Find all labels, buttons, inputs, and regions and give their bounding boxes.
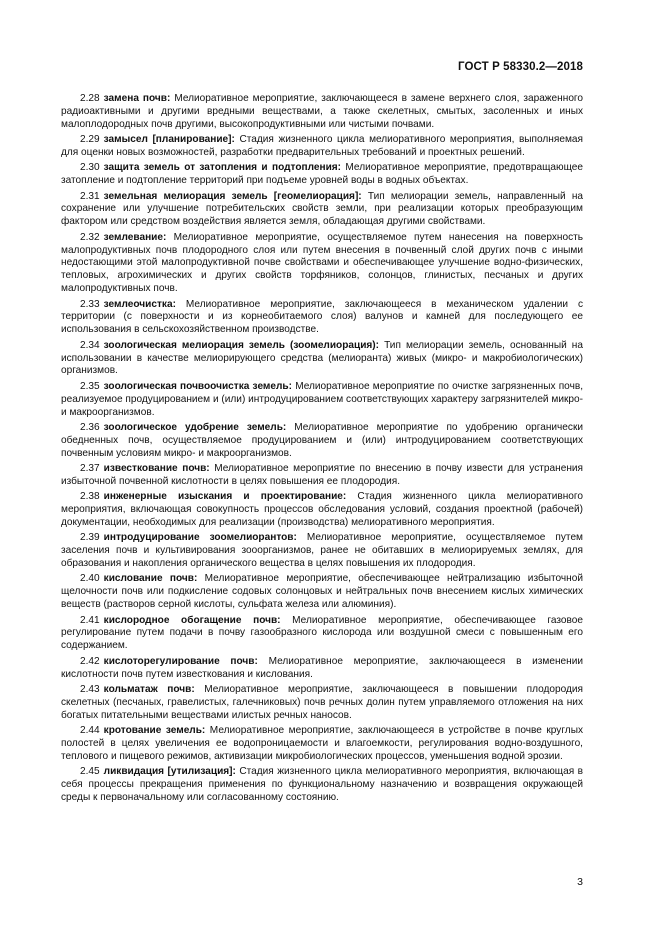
entry-definition: Стадия жизненного цикла мелиоративного мероприятия, включающая совокупность процессов обследования условий, создания проектной (рабочей) документации, необходимых для реализации (производства) мелиоративного мероприятия. xyxy=(61,491,583,528)
entry-definition: Тип мелиорации земель, направленный на сохранение или улучшение потребительских свойств земли, при реализации которых преобразующим фактором или средством воздействия является земля, обладающая другими свойствами. xyxy=(61,190,584,228)
definition-entry xyxy=(61,532,583,571)
document-code: ГОСТ Р 58330.2—2018 xyxy=(458,61,583,73)
entry-term: зоологическая почвоочистка земель: xyxy=(103,380,292,392)
entry-definition: Мелиоративное мероприятие, обеспечивающее нейтрализацию избыточной щелочности почв или подкисление содовых солонцовых и нейтральных почв внесением кислых химических веществ (растворов серной кислоты, сульфата железа или алюминия). xyxy=(61,573,583,611)
entry-term: зоологическая мелиорация земель (зоомелиорация): xyxy=(103,339,380,351)
entry-term: замысел [планирование]: xyxy=(103,134,235,146)
definition-entry xyxy=(61,684,583,723)
entry-number: 2.32 xyxy=(80,231,100,243)
definition-entry xyxy=(61,615,583,654)
entry-number: 2.33 xyxy=(80,298,100,310)
definition-entry xyxy=(61,340,583,379)
entry-term: инженерные изыскания и проектирование: xyxy=(103,491,347,503)
definition-entry xyxy=(61,93,583,132)
entry-term: защита земель от затопления и подтопления: xyxy=(103,162,342,174)
entry-number: 2.36 xyxy=(80,421,100,433)
definition-entry xyxy=(61,573,583,612)
entry-definition: Мелиоративное мероприятие, предотвращающее затопление и подтопление территорий при подъеме уровней воды в водных объектах. xyxy=(61,162,584,187)
entry-term: ликвидация [утилизация]: xyxy=(103,766,236,778)
entry-term: кротование земель: xyxy=(103,724,206,736)
entry-number: 2.30 xyxy=(80,162,100,174)
entry-number: 2.39 xyxy=(80,532,100,544)
definition-entry xyxy=(61,766,583,805)
definitions-list xyxy=(61,93,583,807)
entry-definition: Мелиоративное мероприятие, осуществляемое путем заселения почв и культивирования зооорганизмов, ранее не обитавших в мелиорируемых землях, для образования и накопления органического вещества в целях повышения их плодородия. xyxy=(61,532,583,570)
entry-number: 2.34 xyxy=(80,339,100,351)
entry-definition: Мелиоративное мероприятие, заключающееся в механическом удалении с территории (с поверхности и из корнеобитаемого слоя) валунов и камней для последующего ее использования в сельскохозяйственном производстве. xyxy=(61,298,584,336)
entry-definition: Мелиоративное мероприятие, обеспечивающее газовое регулирование путем подачи в почву газообразного кислорода или воздушной смеси с повышенным его содержанием. xyxy=(61,614,583,652)
entry-term: кольматаж почв: xyxy=(103,683,195,695)
definition-entry xyxy=(61,491,583,530)
entry-number: 2.43 xyxy=(80,683,100,695)
entry-term: землеочистка: xyxy=(103,298,176,310)
entry-number: 2.41 xyxy=(80,614,100,626)
entry-term: известкование почв: xyxy=(103,462,210,474)
entry-term: кислование почв: xyxy=(103,573,198,585)
entry-term: зоологическое удобрение земель: xyxy=(103,421,287,433)
entry-number: 2.37 xyxy=(80,462,100,474)
definition-entry xyxy=(61,134,583,160)
entry-term: кислоторегулирование почв: xyxy=(103,655,258,667)
entry-number: 2.40 xyxy=(80,573,100,585)
entry-definition: Мелиоративное мероприятие, заключающееся в повышении плодородия скелетных (песчаных, гравелистых, галечниковых) почв речных долин путем управляемого отложения на них богатых питательными веществами илистых речных наносов. xyxy=(61,683,584,721)
definition-entry xyxy=(61,422,583,461)
entry-number: 2.44 xyxy=(80,724,100,736)
entry-definition: Тип мелиорации земель, основанный на использовании в качестве мелиорирующего средства (мелиоранта) живых (микро- и макробиологических) организмов. xyxy=(61,339,583,377)
definition-entry xyxy=(61,381,583,420)
entry-number: 2.38 xyxy=(80,491,100,503)
entry-number: 2.31 xyxy=(80,190,100,202)
entry-definition: Мелиоративное мероприятие, заключающееся в замене верхнего слоя, зараженного радиоактивными и другими вредными веществами, а также скелетных, смытых, засоленных и иных малоплодородных почв другими, высокопродуктивными или чистыми почвами. xyxy=(61,93,584,130)
entry-term: землевание: xyxy=(103,231,167,243)
entry-term: земельная мелиорация земель [геомелиорация]: xyxy=(103,190,362,202)
entry-definition: Стадия жизненного цикла мелиоративного мероприятия, выполняемая для оценки новых возможностей, разработки предварительных требований и проектных решений. xyxy=(61,134,583,159)
entry-definition: Мелиоративное мероприятие, заключающееся в изменении кислотности почв путем известкования и кислования. xyxy=(61,655,583,680)
entry-definition: Стадия жизненного цикла мелиоративного мероприятия, включающая в себя процессы прекращения применения по функциональному назначению и возвращения окружающей среды к первоначальному или согласованному состоянию. xyxy=(61,766,583,803)
entry-number: 2.42 xyxy=(80,655,100,667)
entry-number: 2.29 xyxy=(80,134,100,146)
entry-term: интродуцирование зоомелиорантов: xyxy=(103,532,297,544)
entry-definition: Мелиоративное мероприятие по удобрению органически обедненных почв, осуществляемое продуцированием и (или) интродуцированием соответствующих почвенным условиям микро- и макроорганизмов. xyxy=(61,421,584,459)
definition-entry xyxy=(61,725,583,764)
entry-number: 2.35 xyxy=(80,380,100,392)
page-number: 3 xyxy=(577,876,583,888)
definition-entry xyxy=(61,299,583,338)
entry-number: 2.28 xyxy=(80,93,100,104)
entry-number: 2.45 xyxy=(80,766,100,778)
entry-term: кислородное обогащение почв: xyxy=(103,614,281,626)
entry-definition: Мелиоративное мероприятие по очистке загрязненных почв, реализуемое продуцированием и (или) интродуцированием соответствующих характеру загрязнителей микро- и макроорганизмов. xyxy=(61,380,583,418)
definition-entry xyxy=(61,162,583,188)
entry-definition: Мелиоративное мероприятие, осуществляемое путем нанесения на поверхность малопродуктивных почв плодородного слоя или путем внесения в почвенный слой других почв с иными недостающими этой малопродуктивной почве свойствами и обеспечивающее улучшение водно-физических, тепловых, агрохимических и других свойств торфяников, солонцов, глинистых, песчаных и других малопродуктивных почв. xyxy=(61,231,584,295)
entry-definition: Мелиоративное мероприятие, заключающееся в устройстве в почве круглых полостей в целях увеличения ее водопроницаемости и влагоемкости, регулирования водно-воздушного, теплового и пищевого режимов, активизации микробиологических процессов, уменьшения водной эрозии. xyxy=(61,724,583,762)
definition-entry xyxy=(61,232,583,297)
definition-entry xyxy=(61,656,583,682)
definition-entry xyxy=(61,463,583,489)
entry-definition: Мелиоративное мероприятие по внесению в почву извести для устранения избыточной почвенной кислотности в целях повышения ее плодородия. xyxy=(61,462,583,487)
entry-term: замена почв: xyxy=(103,93,171,104)
definition-entry xyxy=(61,191,583,230)
